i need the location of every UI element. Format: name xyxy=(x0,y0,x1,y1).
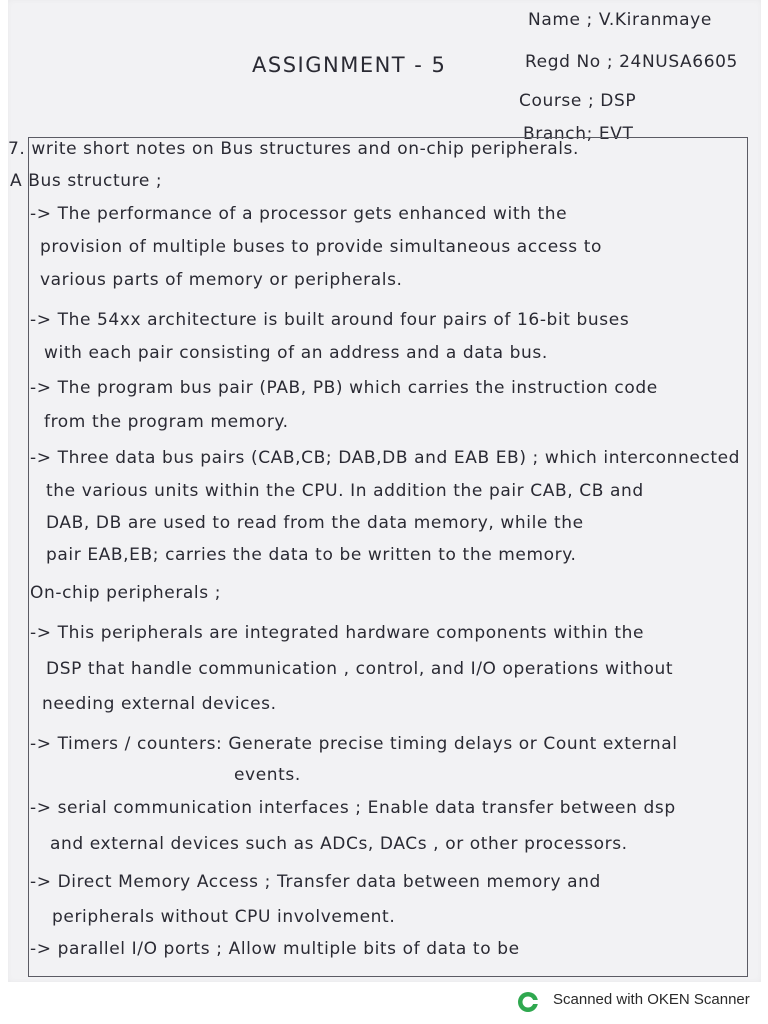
text-line: needing external devices. xyxy=(42,694,277,714)
text-line: -> The performance of a processor gets enhanced with the xyxy=(30,204,568,224)
text-line: with each pair consisting of an address and a data bus. xyxy=(44,343,548,363)
branch-name: Branch; EVT xyxy=(523,124,634,144)
text-line: -> Three data bus pairs (CAB,CB; DAB,DB and EAB EB) ; which interconnected xyxy=(30,448,741,468)
text-line: -> Direct Memory Access ; Transfer data between memory and xyxy=(30,872,601,892)
text-line: provision of multiple buses to provide simultaneous access to xyxy=(40,237,602,257)
text-line: -> serial communication interfaces ; Enable data transfer between dsp xyxy=(30,798,676,818)
page-title: ASSIGNMENT - 5 xyxy=(252,53,447,77)
text-line: DAB, DB are used to read from the data memory, while the xyxy=(46,513,584,533)
scanner-watermark-text: Scanned with OKEN Scanner xyxy=(553,991,750,1008)
text-line: pair EAB,EB; carries the data to be written to the memory. xyxy=(46,545,577,565)
question-line: 7. write short notes on Bus structures and on-chip peripherals. xyxy=(8,139,580,159)
section-heading-bus-structure: A Bus structure ; xyxy=(10,171,163,191)
text-line: -> parallel I/O ports ; Allow multiple bits of data to be xyxy=(30,939,520,959)
text-line: DSP that handle communication , control, and I/O operations without xyxy=(46,659,674,679)
text-line: events. xyxy=(234,765,301,785)
course-name: Course ; DSP xyxy=(519,91,637,111)
text-line: -> The 54xx architecture is built around four pairs of 16-bit buses xyxy=(30,310,630,330)
text-line: -> The program bus pair (PAB, PB) which carries the instruction code xyxy=(30,378,658,398)
registration-number: Regd No ; 24NUSA6605 xyxy=(525,52,738,72)
text-line: the various units within the CPU. In addition the pair CAB, CB and xyxy=(46,481,644,501)
text-line: -> Timers / counters: Generate precise timing delays or Count external xyxy=(30,734,678,754)
student-name: Name ; V.Kiranmaye xyxy=(528,10,712,30)
section-heading-peripherals: On-chip peripherals ; xyxy=(30,583,222,603)
text-line: -> This peripherals are integrated hardware components within the xyxy=(30,623,645,643)
oken-scanner-logo-icon xyxy=(517,991,539,1013)
text-line: peripherals without CPU involvement. xyxy=(52,907,396,927)
text-line: from the program memory. xyxy=(44,412,289,432)
text-line: various parts of memory or peripherals. xyxy=(40,270,403,290)
text-line: and external devices such as ADCs, DACs , or other processors. xyxy=(50,834,628,854)
